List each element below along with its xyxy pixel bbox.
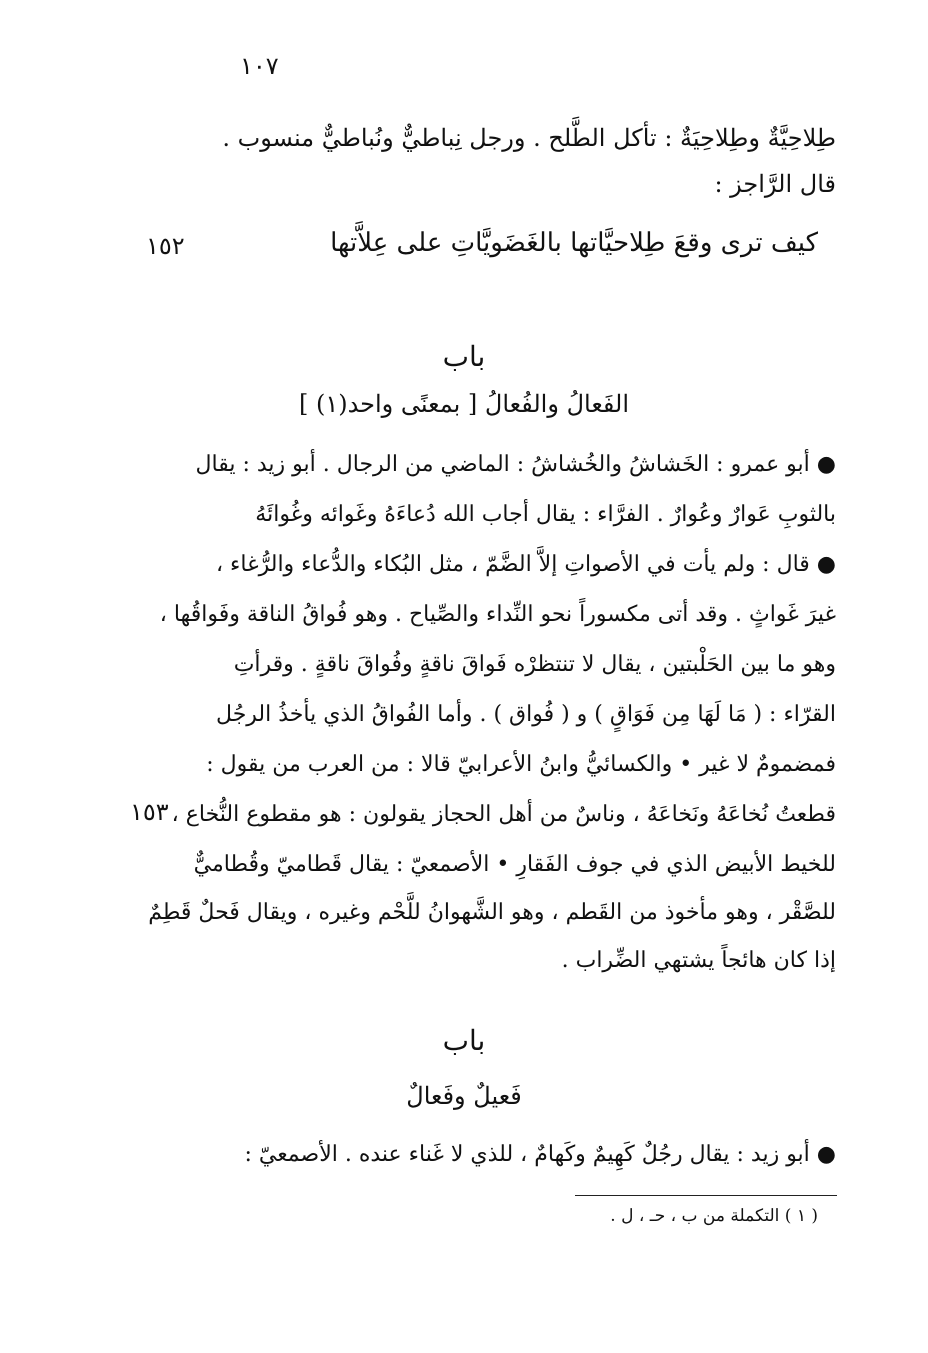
section1-line-5: وهو ما بين الحَلْبتين ، يقال لا تنتظرْه فَواقَ ناقةٍ وفُواقَ ناقةٍ . وقرأتِ [233, 652, 836, 677]
verse-text: كيف ترى وقعَ طِلاحيَّاتها بالغَضَويَّاتِ على عِلاَّتها [330, 228, 818, 258]
section1-subtitle: الفَعالُ والفُعالُ [ بمعنًى واحد(١) ] [298, 390, 630, 418]
section2-title: باب [442, 1024, 486, 1057]
section1-line-4: غيرَ غَواثٍ . وقد أتى مكسوراً نحو النِّداء والصِّياح . وهو فُواقُ الناقة وفَواقُها ، [159, 602, 836, 627]
page-number: ١٠٧ [240, 52, 279, 80]
section2-subtitle: فَعيلٌ وفَعالٌ [406, 1082, 522, 1110]
section1-line-2: بالثوبِ عَوارٌ وعُوارٌ . الفرَّاء : يقال أجاب الله دُعاءَهُ وغَوائه وغُوائَهُ [255, 502, 836, 527]
footnote-rule [575, 1195, 837, 1196]
section1-title: باب [442, 340, 486, 373]
section1-line-8: قطعتُ نُخاعَهُ ونَخاعَهُ ، وناسٌ من أهل الحجاز يقولون : هو مقطوع النُّخاع ، [171, 802, 836, 827]
section1-line-10: للصَّقْر ، وهو مأخوذ من القَطم ، وهو الشَّهوانُ للَّحْم وغيره ، ويقال فَحلٌ قَطِمٌ [148, 900, 836, 925]
section1-line-3: ● قال : ولم يأت في الأصواتِ إلاَّ الضَّمّ ، مثل البُكاء والدُّعاء والرُّغاء ، [176, 552, 836, 577]
intro-line-2: قال الرَّاجز : [714, 170, 836, 198]
section1-line-7: فمضمومٌ لا غير • والكسائيُّ وابنُ الأعرابيّ قالا : من العرب من يقول : [206, 752, 836, 777]
section1-line-11: إذا كان هائجاً يشتهي الضِّراب . [561, 948, 836, 973]
footnote: ( ١ ) التكملة من ب ، حـ ، ل . [610, 1206, 818, 1226]
section2-line-1: ● أبو زيد : يقال رجُلٌ كَهِيمٌ وكَهامٌ ، للذي لا غَناء عنده . الأصمعيّ : [176, 1142, 836, 1167]
verse-number: ١٥٢ [146, 232, 185, 260]
margin-number-153: ١٥٣ [130, 798, 169, 826]
section1-line-1: ● أبو عمرو : الخَشاشُ والخُشاشُ : الماضي من الرجال . أبو زيد : يقال [176, 452, 836, 477]
section1-line-9: للخيط الأبيض الذي في جوف الفَقارِ • الأصمعيّ : يقال قَطاميّ وقُطاميٌّ [193, 852, 836, 877]
section1-line-6: القرّاء : ( مَا لَهَا مِن فَوَاقٍ ) و ( فُواق ) . وأما الفُواقُ الذي يأخذُ الرجُل [216, 702, 836, 727]
intro-line-1: طِلاحِيَّةٌ وطِلاحِيَةٌ : تأكل الطَّلح . ورجل نِباطيٌّ ونُباطيٌّ منسوب . [222, 124, 836, 152]
